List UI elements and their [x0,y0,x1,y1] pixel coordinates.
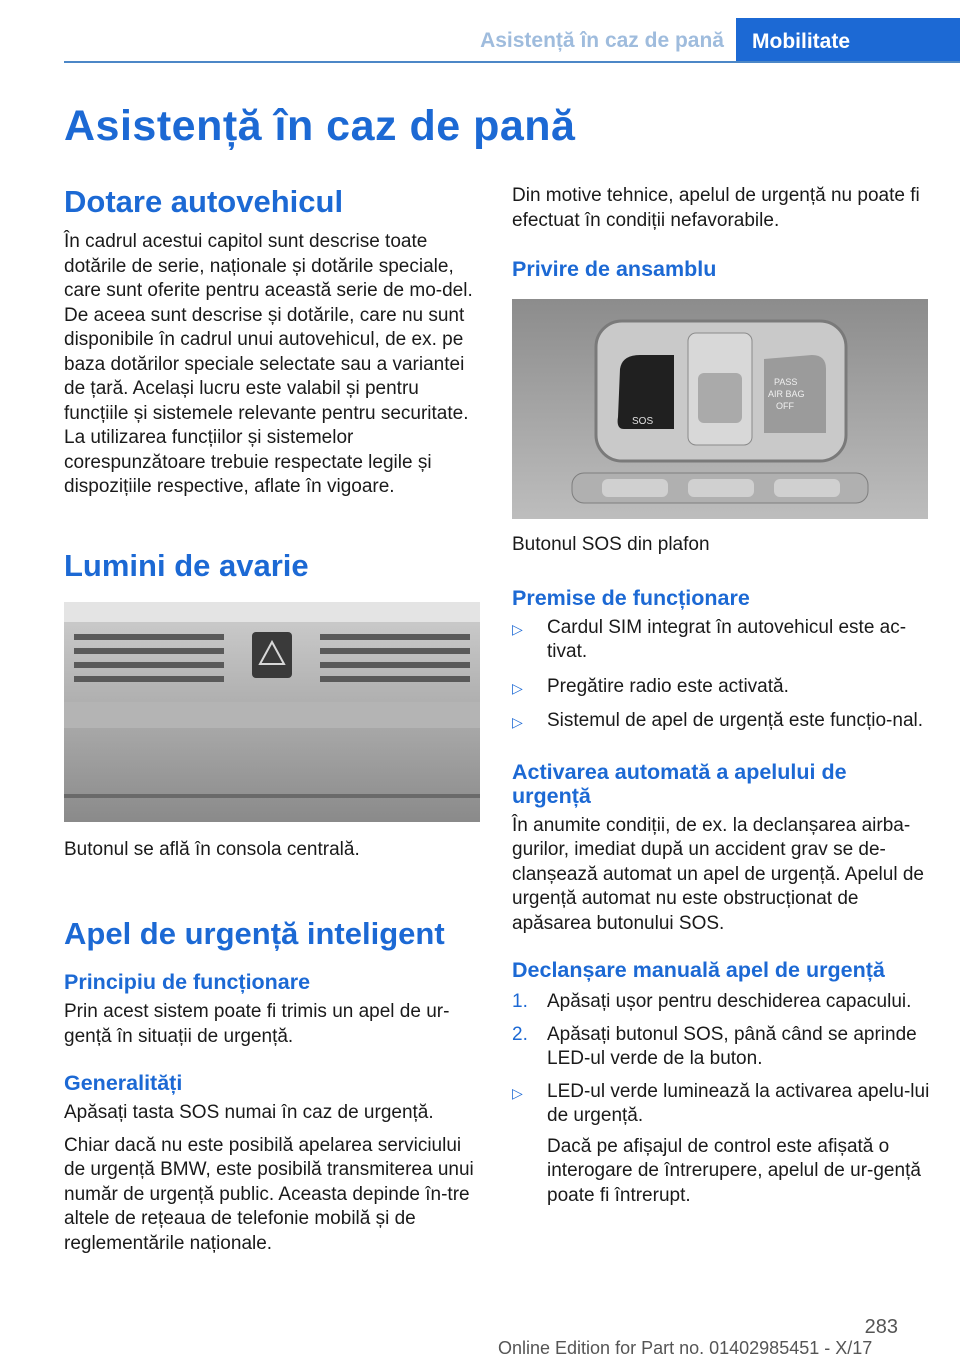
header-chapter-tab: Mobilitate [736,18,960,62]
heading-lumini: Lumini de avarie [64,547,309,583]
list-item: 1. Apăsați ușor pentru deschiderea capacului. [512,990,930,1015]
edition-note: Online Edition for Part no. 01402985451 - X/17 [498,1338,873,1358]
caption-lumini: Butonul se află în consola centrală. [64,838,360,860]
sos-button-label: SOS [632,416,654,427]
heading-principiu: Principiu de funcționare [64,970,311,994]
list-item: ▷ Sistemul de apel de urgență este funcțio‐nal. [512,709,930,734]
heading-manual: Declanșare manuală apel de urgență [512,958,885,982]
bullet-triangle-icon: ▷ [512,620,523,637]
header-section-title: Asistență în caz de pană [480,29,724,52]
step-number: 1. [512,991,528,1012]
pass-label-3: OFF [776,401,794,411]
list-item: ▷ Cardul SIM integrat în autovehicul este ac‐tivat. [512,616,907,662]
page-title: Asistență în caz de pană [64,102,576,150]
paragraph-gen1: Apăsați tasta SOS numai în caz de urgență. [64,1102,434,1123]
header-rule [64,61,960,63]
bullet-triangle-icon: ▷ [512,1084,523,1101]
left-column [64,184,480,1256]
paragraph-principiu: Prin acest sistem poate fi trimis un apel de ur‐gență în situații de urgență. [64,1001,450,1047]
pass-label-2: AIR BAG [768,389,805,399]
list-item: 2. Apăsați butonul SOS, până când se aprinde LED-ul verde de la buton. [512,1023,917,1069]
result-list [512,1080,930,1129]
heading-privire: Privire de ansamblu [512,257,717,281]
page-header [0,0,960,62]
sos-button-illustration [512,299,928,519]
pass-label-1: PASS [774,377,798,387]
heading-apel: Apel de urgență inteligent [64,916,445,951]
caption-sos: Butonul SOS din plafon [512,534,710,555]
bullet-triangle-icon: ▷ [512,679,523,696]
list-item: ▷ Pregătire radio este activată. [512,675,930,700]
steps-list [512,990,930,1072]
paragraph-intro: Din motive tehnice, apelul de urgență nu poate fi efectuat în condiții nefavorabile. [512,185,920,231]
paragraph-gen2: Chiar dacă nu este posibilă apelarea serviciului de urgență BMW, este posibilă transmiterea unui număr de urgență public. Aceasta depinde în‐tre altele de rețeaua de telefonie mobilă și de reglementările naționale. [64,1134,474,1254]
paragraph-activare: În anumite condiții, de ex. la declanșarea airba‐gurilor, imediat după un accident grav se de‐clanșează automat un apel de urgență. Apelul de urgență automat nu este obstrucționat de apăsarea butonului SOS. [512,814,924,934]
heading-activare: Activarea automată a apelului de urgență [512,759,847,808]
right-column [512,184,930,1208]
list-item: ▷ LED-ul verde luminează la activarea apelu‐lui de urgență. [512,1080,930,1126]
heading-generalitati: Generalități [64,1071,183,1095]
heading-premise: Premise de funcționare [512,585,750,610]
page-number: 283 [864,1316,898,1338]
paragraph-result-sub: Dacă pe afișajul de control este afișată o interogare de întrerupere, apelul de ur‐gență poate fi întrerupt. [547,1135,921,1206]
hazard-button-illustration [64,602,480,822]
step-number: 2. [512,1023,528,1045]
paragraph-dotare: În cadrul acestui capitol sunt descrise toate dotările de serie, naționale și dotările speciale, care sunt oferite pentru această serie de mo‐del. De aceea sunt descrise și dotările, care nu sunt disponibile în cadrul unui autovehicul, de ex. pe baza dotărilor speciale selectate sau a variantei de țară. Același lucru este valabil și pentru funcțiile și sistemele relevante pentru securitate. La utilizarea funcțiilor și sistemelor corespunzătoare trebuie respectate legile și dispozițiile respective, aflate în vigoare. [64,231,473,497]
premise-list [512,616,930,734]
heading-dotare: Dotare autovehicul [64,184,344,219]
bullet-triangle-icon: ▷ [512,714,523,730]
